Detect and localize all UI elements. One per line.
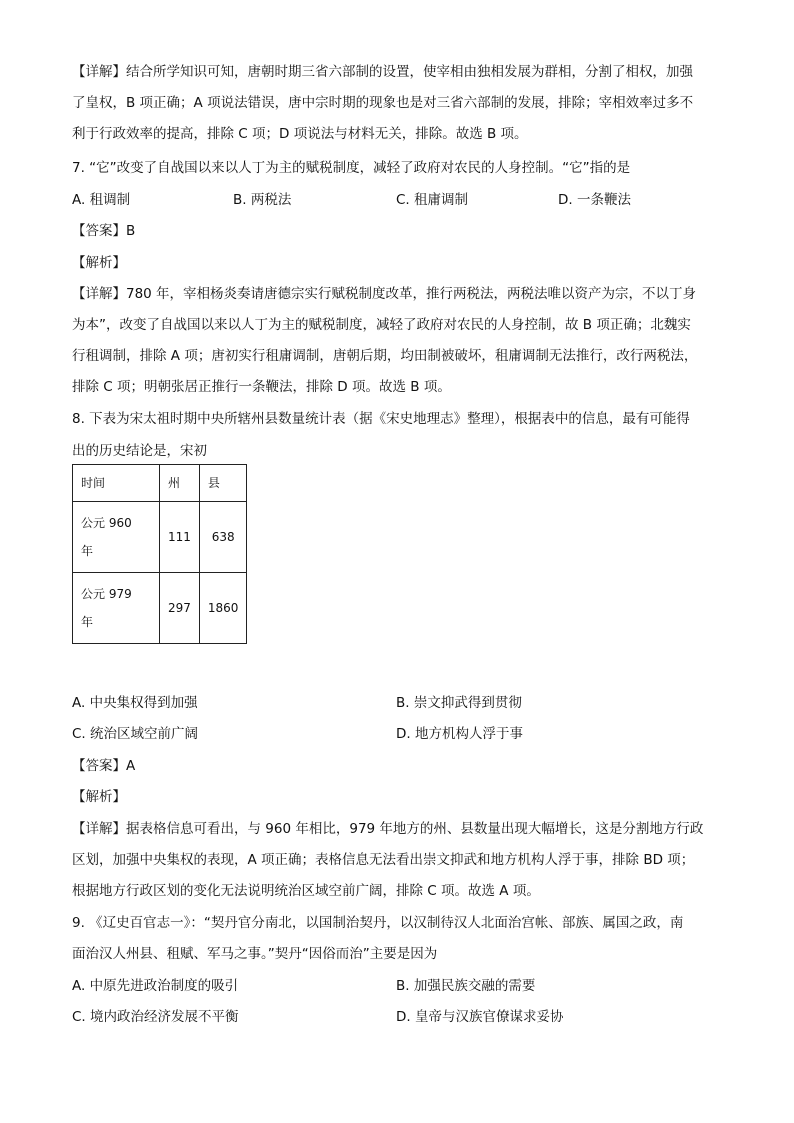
table-cell-time <box>73 502 160 573</box>
q7-detail-line: 行租调制，排除 A 项；唐初实行租庸调制，唐朝后期，均田制被破坏，租庸调制无法推行，改行两税法， <box>72 348 698 364</box>
q8-option-c: C. 统治区域空前广阔 <box>72 726 199 742</box>
table-cell: 638 <box>199 502 247 573</box>
q6-detail-line: 利于行政效率的提高，排除 C 项；D 项说法与材料无关，排除。故选 B 项。 <box>72 126 528 142</box>
q7-answer: 【答案】B <box>72 223 136 239</box>
q9-option-d: D. 皇帝与汉族官僚谋求妥协 <box>396 1009 564 1025</box>
q9-stem: 9. 《辽史百官志一》：“契丹官分南北，以国制治契丹，以汉制待汉人北面治宫帐、部族、属国之政，南 <box>72 915 684 931</box>
q7-option-a: A. 租调制 <box>72 192 131 208</box>
q7-option-b: B. 两税法 <box>233 192 292 208</box>
time-line: 公元 960 <box>81 516 132 530</box>
q7-option-d: D. 一条鞭法 <box>558 192 631 208</box>
q8-stem: 出的历史结论是，宋初 <box>72 443 207 459</box>
time-line: 公元 979 <box>81 587 132 601</box>
table-cell: 1860 <box>199 573 247 644</box>
table-cell: 111 <box>160 502 200 573</box>
table-row <box>73 502 247 573</box>
table-header-cell: 县 <box>199 465 247 502</box>
table-header-cell: 时间 <box>73 465 160 502</box>
q7-detail-line: 排除 C 项；明朝张居正推行一条鞭法，排除 D 项。故选 B 项。 <box>72 379 451 395</box>
table-cell-time <box>73 573 160 644</box>
q7-stem: 7. “它”改变了自战国以来以人丁为主的赋税制度，减轻了政府对农民的人身控制。“它”指的是 <box>72 160 631 176</box>
q8-stem: 8. 下表为宋太祖时期中央所辖州县数量统计表（据《宋史地理志》整理），根据表中的信息，最有可能得 <box>72 411 690 427</box>
q7-analysis-heading: 【解析】 <box>72 255 126 271</box>
q8-data-table <box>72 464 247 644</box>
q7-option-c: C. 租庸调制 <box>396 192 469 208</box>
table-header-cell: 州 <box>160 465 200 502</box>
q8-option-a: A. 中央集权得到加强 <box>72 695 198 711</box>
q8-detail-line: 区划，加强中央集权的表现，A 项正确；表格信息无法看出崇文抑武和地方机构人浮于事，排除 BD 项； <box>72 852 695 868</box>
q9-stem: 面治汉人州县、租赋、军马之事。”契丹“因俗而治”主要是因为 <box>72 946 438 962</box>
table-cell: 297 <box>160 573 200 644</box>
q8-detail-line: 根据地方行政区划的变化无法说明统治区域空前广阔，排除 C 项。故选 A 项。 <box>72 883 540 899</box>
q6-detail-line: 【详解】结合所学知识可知，唐朝时期三省六部制的设置，使宰相由独相发展为群相，分割了相权，加强 <box>72 64 693 80</box>
q8-detail-line: 【详解】据表格信息可看出，与 960 年相比，979 年地方的州、县数量出现大幅增长，这是分割地方行政 <box>72 821 704 837</box>
time-line: 年 <box>81 544 94 558</box>
q8-analysis-heading: 【解析】 <box>72 789 126 805</box>
q7-detail-line: 【详解】780 年，宰相杨炎奏请唐德宗实行赋税制度改革，推行两税法，两税法唯以资产为宗，不以丁身 <box>72 286 697 302</box>
table-header-row <box>73 465 247 502</box>
q7-detail-line: 为本”，改变了自战国以来以人丁为主的赋税制度，减轻了政府对农民的人身控制，故 B 项正确；北魏实 <box>72 317 691 333</box>
q9-option-c: C. 境内政治经济发展不平衡 <box>72 1009 239 1025</box>
q6-detail-line: 了皇权，B 项正确；A 项说法错误，唐中宗时期的现象也是对三省六部制的发展，排除；宰相效率过多不 <box>72 95 694 111</box>
table-row <box>73 573 247 644</box>
q8-answer: 【答案】A <box>72 758 136 774</box>
q9-option-b: B. 加强民族交融的需要 <box>396 978 536 994</box>
q8-option-d: D. 地方机构人浮于事 <box>396 726 523 742</box>
time-line: 年 <box>81 615 94 629</box>
q8-option-b: B. 崇文抑武得到贯彻 <box>396 695 522 711</box>
q9-option-a: A. 中原先进政治制度的吸引 <box>72 978 239 994</box>
